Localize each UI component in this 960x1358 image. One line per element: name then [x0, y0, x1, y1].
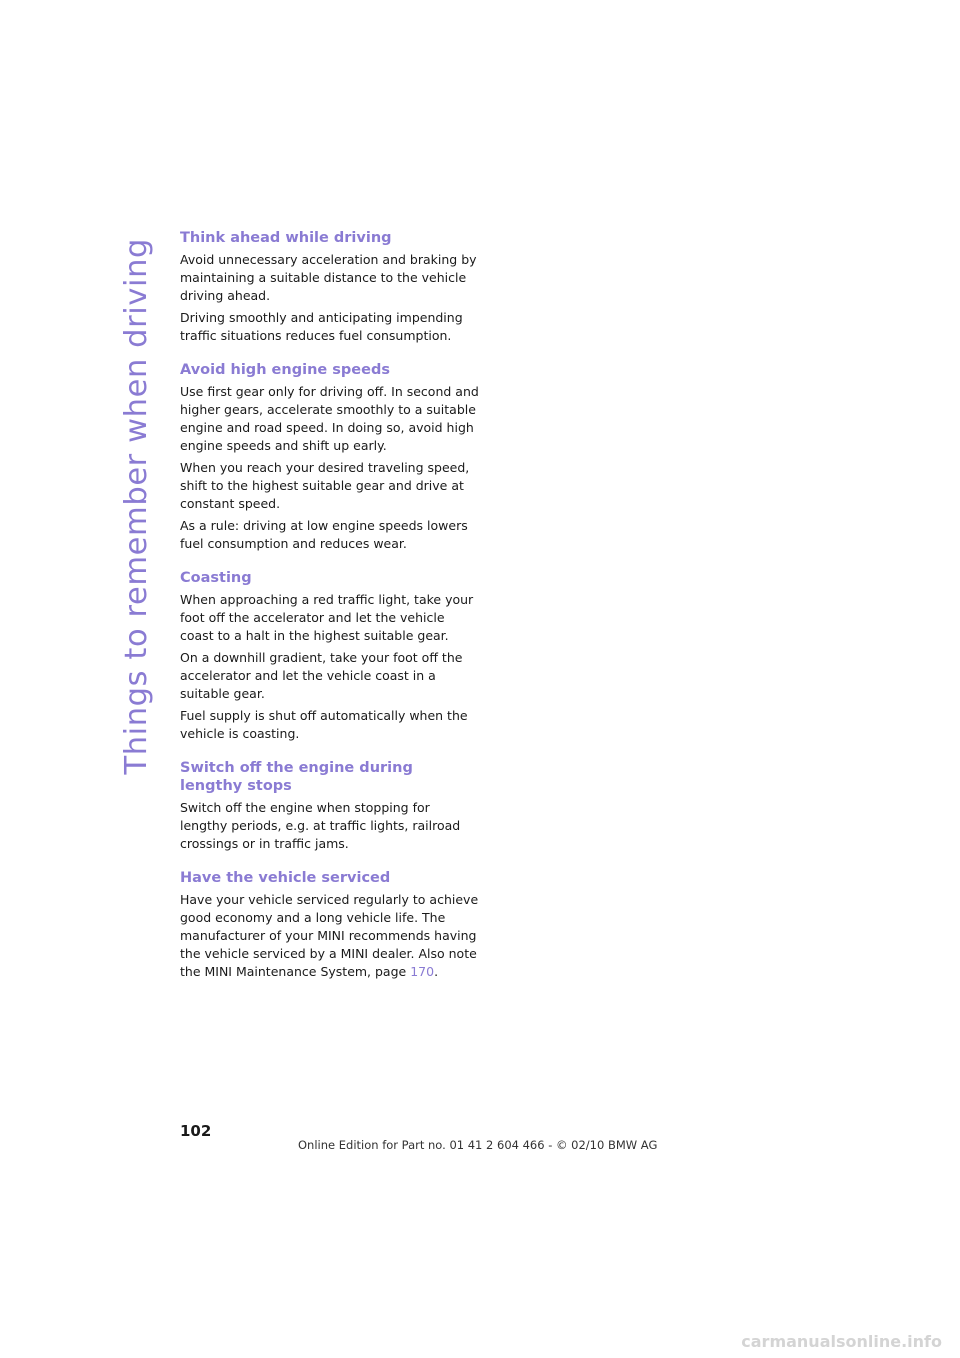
- section-heading: Switch off the engine during lengthy stops: [180, 760, 413, 794]
- page-number: 102: [180, 1122, 212, 1140]
- paragraph: Switch off the engine when stopping for lengthy periods, e.g. at traffic lights, railroad crossings or in traffic jams.: [180, 800, 461, 851]
- section-heading: Have the vehicle serviced: [180, 870, 391, 886]
- section-coasting: [180, 569, 480, 743]
- section-switch-off-engine: [180, 759, 480, 853]
- section-heading: Coasting: [180, 570, 252, 586]
- section-heading: Avoid high engine speeds: [180, 362, 390, 378]
- footer-edition-text: Online Edition for Part no. 01 41 2 604 466 - © 02/10 BMW AG: [298, 1138, 658, 1152]
- section-vehicle-serviced: [180, 869, 480, 981]
- section-think-ahead: [180, 229, 480, 345]
- paragraph: Use first gear only for driving off. In second and higher gears, accelerate smoothly to a suitable engine and road speed. In doing so, avoid high engine speeds and shift up early.: [180, 384, 479, 453]
- paragraph: Fuel supply is shut off automatically when the vehicle is coasting.: [180, 708, 468, 741]
- chapter-side-title: [118, 230, 156, 782]
- paragraph: As a rule: driving at low engine speeds lowers fuel consumption and reduces wear.: [180, 518, 468, 551]
- section-avoid-high-engine-speeds: [180, 361, 480, 553]
- paragraph: Driving smoothly and anticipating impending traffic situations reduces fuel consumption.: [180, 310, 463, 343]
- page-reference-link[interactable]: 170: [410, 964, 435, 979]
- paragraph-end: .: [434, 964, 439, 979]
- paragraph: When approaching a red traffic light, take your foot off the accelerator and let the vehicle coast to a halt in the highest suitable gear.: [180, 592, 474, 643]
- paragraph-text: Have your vehicle serviced regularly to achieve good economy and a long vehicle life. The manufacturer of your MINI recommends having the vehicle serviced by a MINI dealer. Also note the MINI Maintenance System, page: [180, 892, 479, 979]
- paragraph: Avoid unnecessary acceleration and braking by maintaining a suitable distance to the vehicle driving ahead.: [180, 252, 477, 303]
- watermark-logo-text: carmanualsonline.info: [741, 1332, 942, 1351]
- main-content: [180, 229, 480, 985]
- chapter-title-text: Things to remember when driving: [118, 237, 154, 775]
- paragraph: On a downhill gradient, take your foot off the accelerator and let the vehicle coast in a suitable gear.: [180, 650, 463, 701]
- section-heading: Think ahead while driving: [180, 230, 392, 246]
- paragraph: When you reach your desired traveling speed, shift to the highest suitable gear and drive at constant speed.: [180, 460, 470, 511]
- paragraph: [180, 891, 480, 981]
